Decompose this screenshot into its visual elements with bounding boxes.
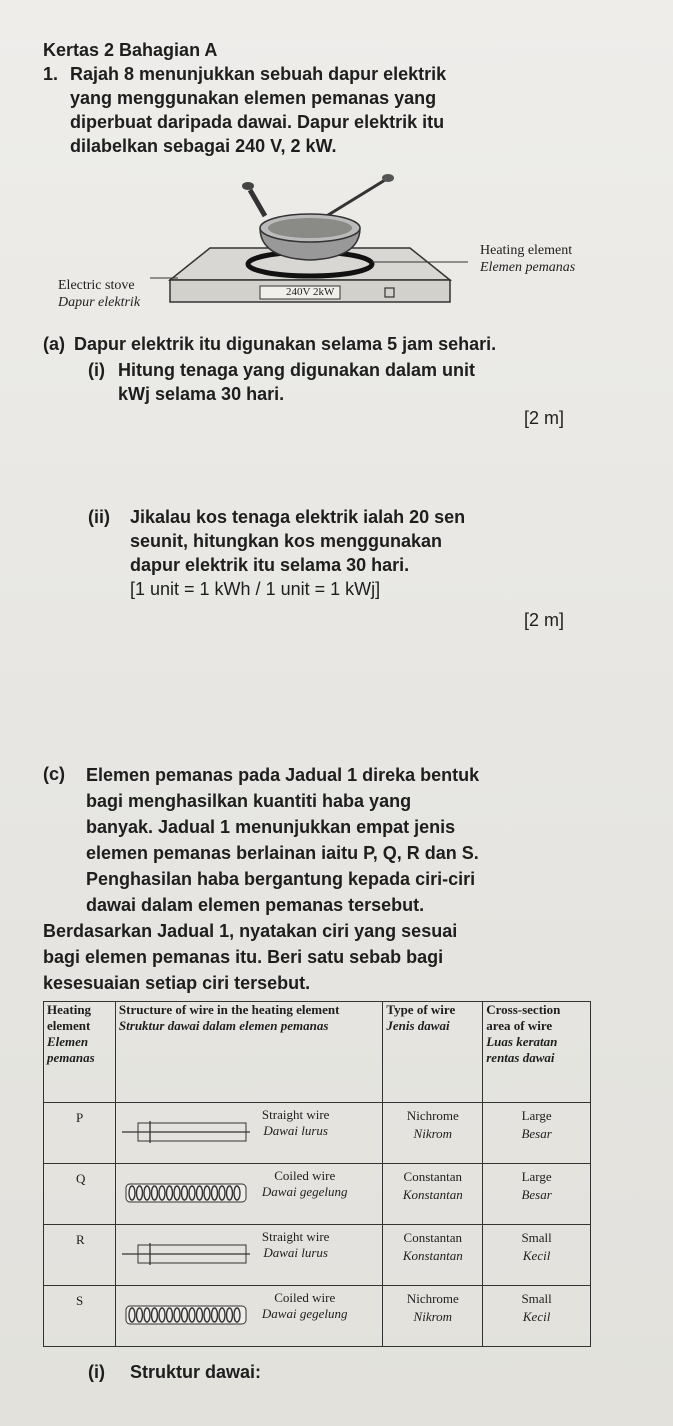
coiled-wire-icon <box>116 1286 256 1340</box>
header-cross-section: Cross-section area of wire Luas keratan rentas dawai <box>483 1002 591 1103</box>
wire-type-cell: Constantan Konstantan <box>383 1164 483 1225</box>
electric-stove-label: Electric stove Dapur elektrik <box>58 278 141 310</box>
header-structure: Structure of wire in the heating element Struktur dawai dalam elemen pemanas <box>115 1002 382 1103</box>
table-row <box>44 1286 591 1347</box>
cross-section-cell: Large Besar <box>483 1103 591 1164</box>
section-title: Kertas 2 Bahagian A <box>43 40 218 60</box>
part-c-text: Elemen pemanas pada Jadual 1 direka bentuk bagi menghasilkan kuantiti haba yang banyak. Jadual 1 menunjukkan empat jenis elemen pemanas berlainan iaitu P, Q, R dan S. Penghasilan haba bergantung kepada ciri-ciri dawai dalam elemen pemanas tersebut. <box>86 765 480 915</box>
structure-label: Coiled wire Dawai gegelung <box>261 1290 348 1321</box>
structure-cell <box>115 1164 382 1225</box>
heating-element-label: Heating element Elemen pemanas <box>480 243 576 275</box>
cross-section-cell: Small Kecil <box>483 1225 591 1286</box>
question-intro: Rajah 8 menunjukkan sebuah dapur elektrik yang menggunakan elemen pemanas yang diperbuat daripada dawai. Dapur elektrik itu dilabelkan sebagai 240 V, 2 kW. <box>70 64 447 156</box>
part-a-i-marks: [2 m] <box>524 408 565 428</box>
header-wire-type: Type of wire Jenis dawai <box>383 1002 483 1103</box>
coiled-wire-icon <box>116 1164 256 1218</box>
straight-wire-icon <box>116 1103 256 1157</box>
wire-type-cell: Nichrome Nikrom <box>383 1286 483 1347</box>
part-c-instruction: Berdasarkan Jadual 1, nyatakan ciri yang sesuai bagi elemen pemanas itu. Beri satu sebab bagi kesesuaian setiap ciri tersebut. <box>43 921 458 993</box>
part-a-text: Dapur elektrik itu digunakan selama 5 jam sehari. <box>74 334 497 354</box>
straight-wire-icon <box>116 1225 256 1279</box>
structure-cell <box>115 1103 382 1164</box>
part-c-i-label: (i) <box>88 1362 105 1382</box>
table-row <box>44 1164 591 1225</box>
part-a-i-text: Hitung tenaga yang digunakan dalam unit kWj selama 30 hari. <box>118 360 476 404</box>
table-header-row <box>44 1002 591 1103</box>
structure-label: Coiled wire Dawai gegelung <box>261 1168 348 1199</box>
cross-section-cell: Small Kecil <box>483 1286 591 1347</box>
part-a-ii-label: (ii) <box>88 507 110 527</box>
part-a-label: (a) <box>43 334 65 354</box>
cross-section-cell: Large Besar <box>483 1164 591 1225</box>
part-c-label: (c) <box>43 764 65 784</box>
part-a-ii-text: Jikalau kos tenaga elektrik ialah 20 sen seunit, hitungkan kos menggunakan dapur elektrik itu selama 30 hari. [1 unit = 1 kWh / 1 unit = 1 kWj] <box>130 507 466 599</box>
wire-type-cell: Nichrome Nikrom <box>383 1103 483 1164</box>
part-a-ii-marks: [2 m] <box>524 610 565 630</box>
rating-plate-label: 240V 2kW <box>286 286 335 298</box>
table-row <box>44 1225 591 1286</box>
part-a-i-label: (i) <box>88 360 105 380</box>
element-cell: Q <box>44 1164 116 1225</box>
element-cell: P <box>44 1103 116 1164</box>
element-cell: R <box>44 1225 116 1286</box>
part-c-i-text: Struktur dawai: <box>130 1362 262 1382</box>
structure-label: Straight wire Dawai lurus <box>261 1229 330 1260</box>
structure-label: Straight wire Dawai lurus <box>261 1107 330 1138</box>
structure-cell <box>115 1286 382 1347</box>
header-heating-element: Heating element Elemen pemanas <box>44 1002 116 1103</box>
heating-element-table <box>43 1001 591 1347</box>
wire-type-cell: Constantan Konstantan <box>383 1225 483 1286</box>
element-cell: S <box>44 1286 116 1347</box>
table-row <box>44 1103 591 1164</box>
question-number: 1. <box>43 64 59 84</box>
structure-cell <box>115 1225 382 1286</box>
